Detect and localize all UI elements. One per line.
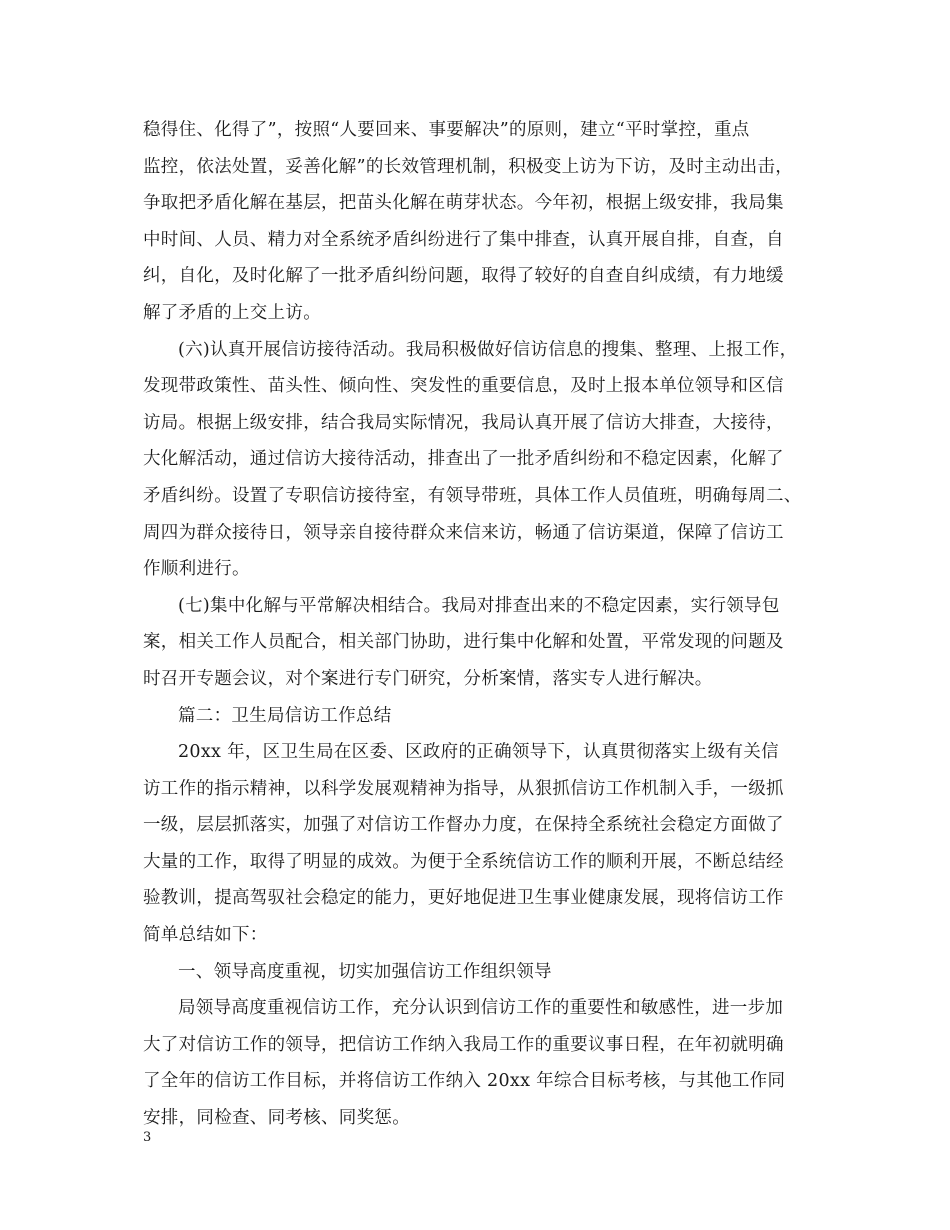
text-line: 大量的工作，取得了明显的成效。为便于全系统信访工作的顺利开展，不断总结经 xyxy=(143,851,784,872)
text-line: 一、领导高度重视，切实加强信访工作组织领导 xyxy=(178,961,552,982)
text-line: (七)集中化解与平常解决相结合。我局对排查出来的不稳定因素，实行领导包 xyxy=(178,595,780,616)
text-line: 作顺利进行。 xyxy=(143,559,250,580)
text-line: 20xx 年，区卫生局在区委、区政府的正确领导下，认真贯彻落实上级有关信 xyxy=(178,742,779,763)
text-line: 稳得住、化得了”，按照“人要回来、事要解决”的原则，建立“平时掌控，重点 xyxy=(143,120,750,140)
text-line: 大了对信访工作的领导，把信访工作纳入我局工作的重要议事日程，在年初就明确 xyxy=(143,1034,784,1055)
text-line: 简单总结如下： xyxy=(143,925,268,946)
text-line: 周四为群众接待日，领导亲自接待群众来信来访，畅通了信访渠道，保障了信访工 xyxy=(143,522,784,543)
text-line: 纠，自化，及时化解了一批矛盾纠纷问题，取得了较好的自查自纠成绩，有力地缓 xyxy=(143,266,784,287)
text-line: 验教训，提高驾驭社会稳定的能力，更好地促进卫生事业健康发展，现将信访工作 xyxy=(143,888,784,909)
text-line: 监控，依法处置，妥善化解”的长效管理机制，积极变上访为下访，及时主动出击， xyxy=(143,156,794,177)
text-line: 访工作的指示精神，以科学发展观精神为指导，从狠抓信访工作机制入手，一级抓 xyxy=(143,778,784,799)
text-line: 案，相关工作人员配合，相关部门协助，进行集中化解和处置，平常发现的问题及 xyxy=(143,632,784,653)
text-line: 争取把矛盾化解在基层，把苗头化解在萌芽状态。今年初，根据上级安排，我局集 xyxy=(143,193,784,214)
document-body xyxy=(143,112,825,1137)
text-line: 中时间、人员、精力对全系统矛盾纠纷进行了集中排查，认真开展自排，自查，自 xyxy=(143,229,784,250)
text-line: 大化解活动，通过信访大接待活动，排查出了一批矛盾纠纷和不稳定因素，化解了 xyxy=(143,449,784,470)
text-line: 篇二：卫生局信访工作总结 xyxy=(178,705,392,726)
text-line: 矛盾纠纷。设置了专职信访接待室，有领导带班，具体工作人员值班，明确每周二、 xyxy=(143,485,802,506)
text-line: 了全年的信访工作目标，并将信访工作纳入 20xx 年综合目标考核，与其他工作同 xyxy=(143,1071,786,1092)
text-line: 局领导高度重视信访工作，充分认识到信访工作的重要性和敏感性，进一步加 xyxy=(178,998,784,1019)
text-line: (六)认真开展信访接待活动。我局积极做好信访信息的搜集、整理、上报工作， xyxy=(178,339,798,360)
text-line: 安排，同检查、同考核、同奖惩。 xyxy=(143,1108,410,1129)
text-line: 一级，层层抓落实，加强了对信访工作督办力度，在保持全系统社会稳定方面做了 xyxy=(143,815,784,836)
text-line: 访局。根据上级安排，结合我局实际情况，我局认真开展了信访大排查，大接待， xyxy=(143,412,784,433)
page-number: 3 xyxy=(143,1130,152,1145)
text-line: 时召开专题会议，对个案进行专门研究，分析案情，落实专人进行解决。 xyxy=(143,668,713,689)
text-line: 解了矛盾的上交上访。 xyxy=(143,302,321,323)
text-line: 发现带政策性、苗头性、倾向性、突发性的重要信息，及时上报本单位领导和区信 xyxy=(143,376,784,397)
